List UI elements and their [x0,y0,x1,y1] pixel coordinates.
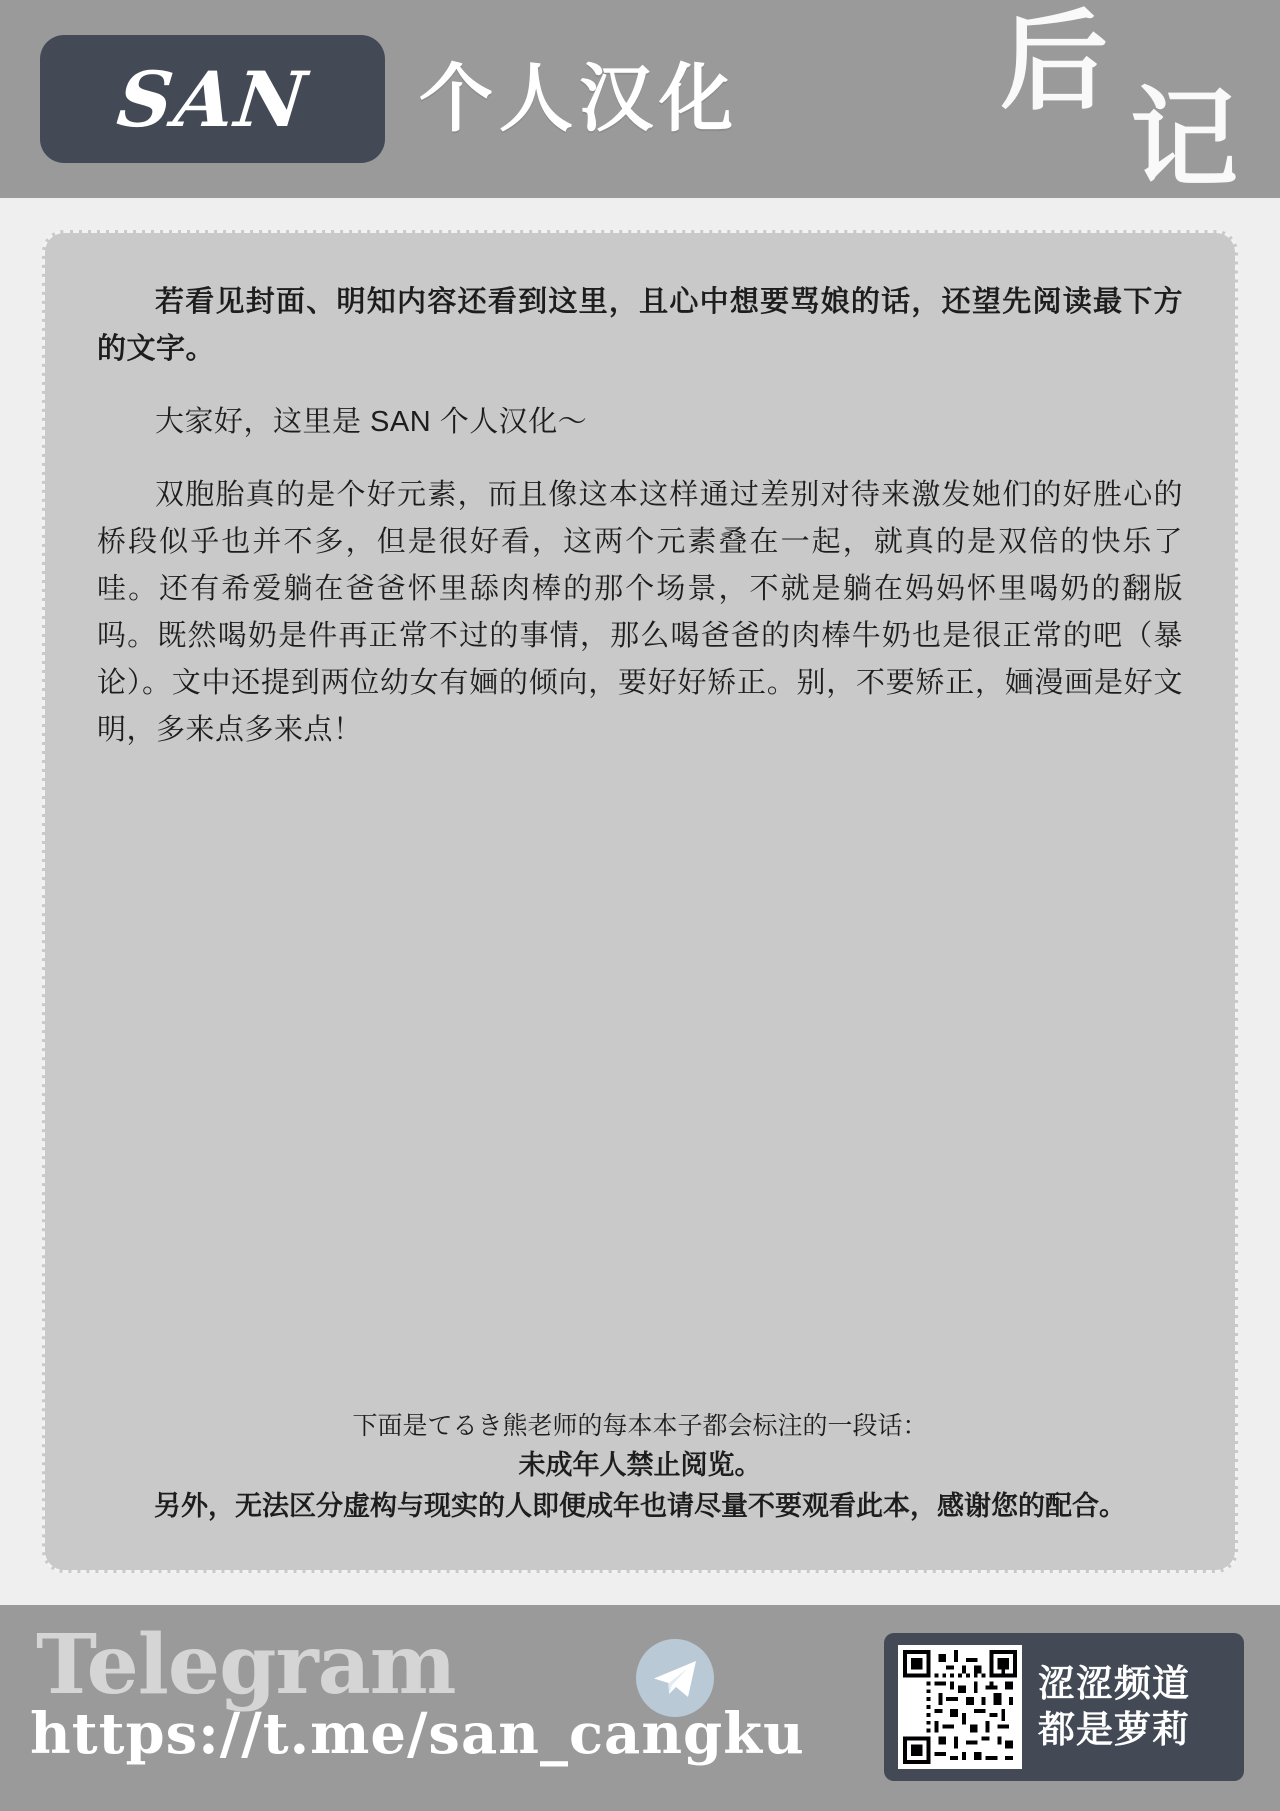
header-bar [0,0,1280,198]
logo-text: SAN [113,54,312,144]
afterword-paragraph-3: 双胞胎真的是个好元素，而且像这本这样通过差别对待来激发她们的好胜心的桥段似乎也并不多，但是很好看，这两个元素叠在一起，就真的是双倍的快乐了哇。还有希爱躺在爸爸怀里舔肉棒的那个场景，不就是躺在妈妈怀里喝奶的翻版吗。既然喝奶是件再正常不过的事情，那么喝爸爸的肉棒牛奶也是很正常的吧（暴论）。文中还提到两位幼女有婳的倾向，要好好矫正。别，不要矫正，婳漫画是好文明，多来点多来点！ [97,478,1183,746]
qr-panel-labels [1038,1661,1190,1754]
qr-panel[interactable] [884,1633,1244,1781]
qr-label-line-1: 涩涩频道 [1038,1662,1190,1704]
disclaimer-line-3: 另外，无法区分虚构与现实的人即便成年也请尽量不要观看此本，感谢您的配合。 [154,1490,1126,1521]
body-area [0,198,1280,1605]
footer-bar [0,1605,1280,1811]
qr-code-icon [898,1645,1022,1769]
telegram-url[interactable]: https://t.me/san_cangku [30,1701,805,1767]
card-spacer [97,780,1183,1408]
afterword-card [42,230,1238,1573]
corner-char-1: 后 [1000,1,1111,122]
disclaimer-line-2: 未成年人禁止阅览。 [518,1450,762,1480]
afterword-paragraph-1: 若看见封面、明知内容还看到这里，且心中想要骂娘的话，还望先阅读最下方的文字。 [97,286,1183,365]
qr-label-line-2: 都是萝莉 [1038,1709,1190,1750]
disclaimer-block [97,1408,1183,1537]
afterword-paragraph-2: 大家好，这里是 SAN 个人汉化～ [155,405,588,438]
san-logo-badge [40,35,385,163]
page-title: 个人汉化 [419,57,739,140]
disclaimer-line-1: 下面是てるき熊老师的每本本子都会标注的一段话： [352,1411,928,1440]
header-corner-label [990,1,1270,198]
telegram-wordmark: Telegram [36,1617,456,1713]
corner-char-2: 记 [1130,78,1241,198]
